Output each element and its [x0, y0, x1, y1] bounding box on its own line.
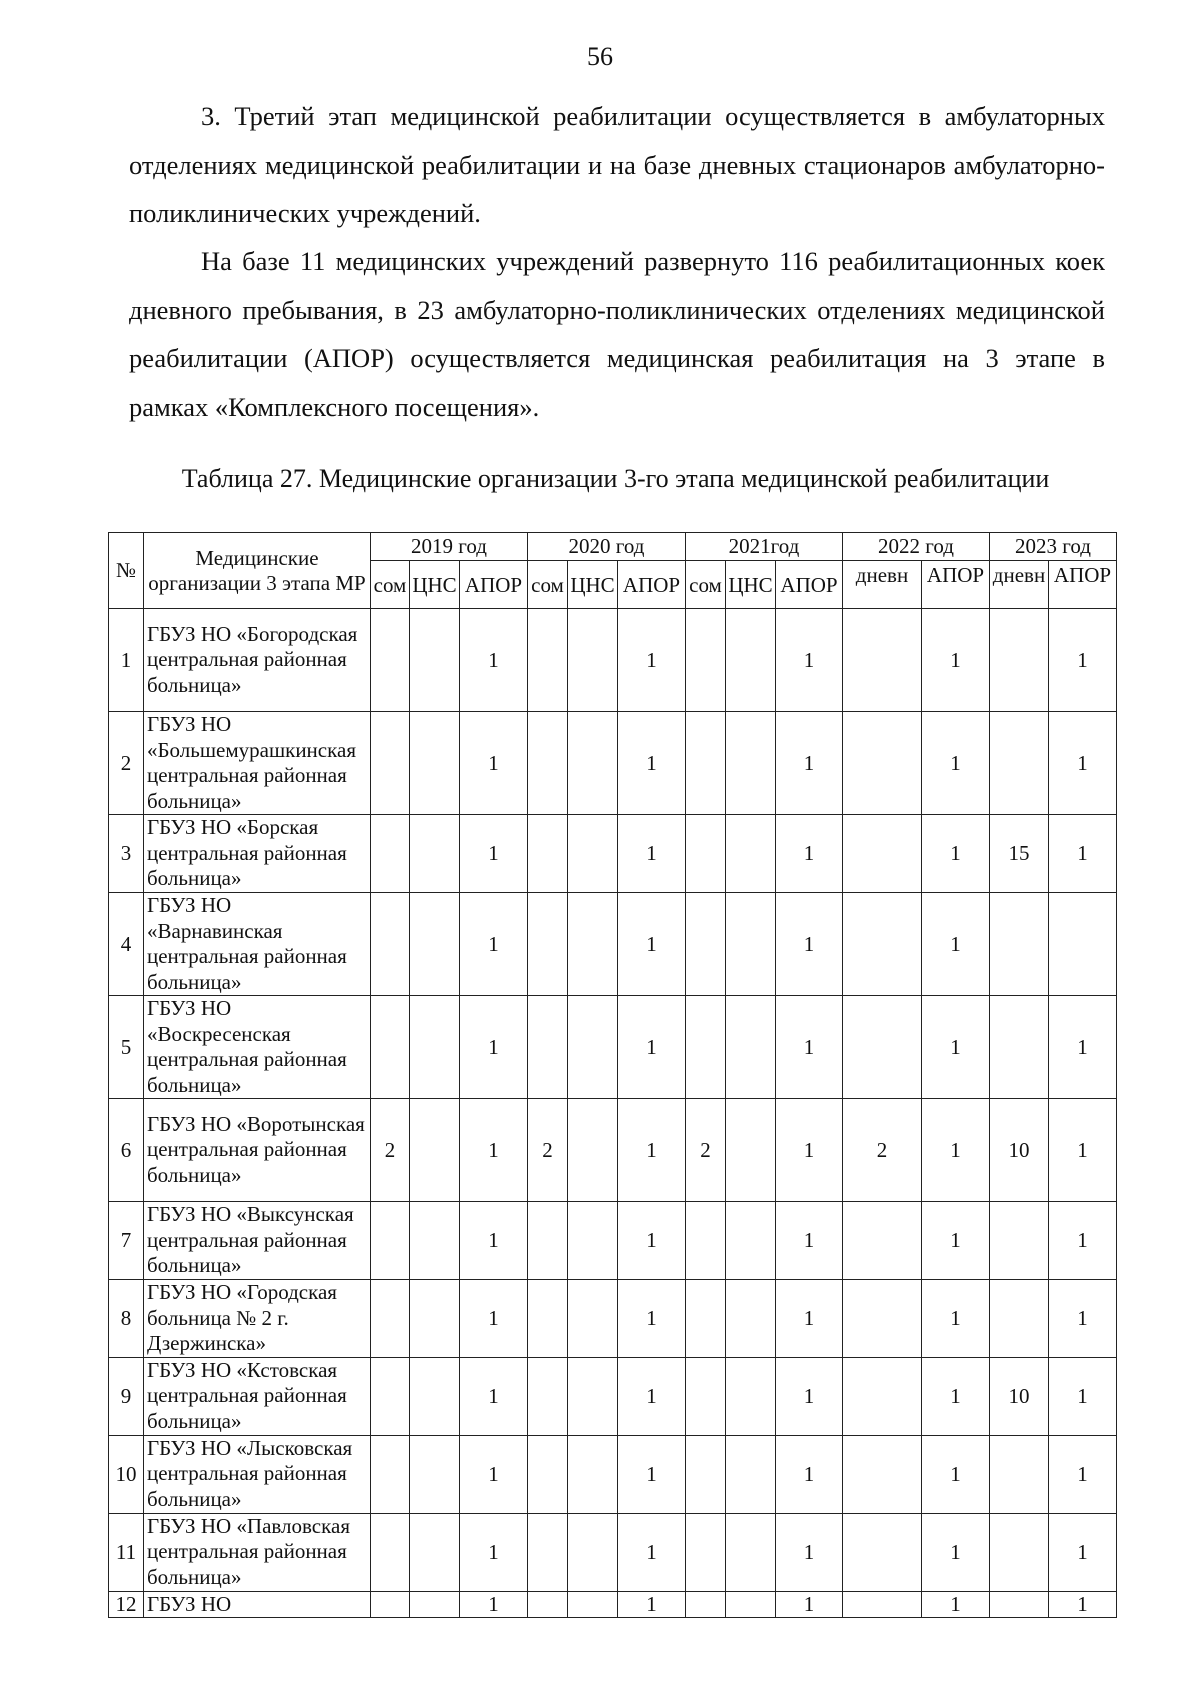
row-cell	[686, 609, 726, 712]
header-2022-dnevn: дневн	[843, 561, 922, 609]
row-cell: 1	[460, 1099, 528, 1202]
row-cell	[568, 1357, 618, 1435]
row-cell	[528, 1280, 568, 1358]
header-2021-cns: ЦНС	[726, 561, 776, 609]
row-cell	[686, 996, 726, 1099]
row-organization: ГБУЗ НО «Большемурашкинская центральная районная больница»	[144, 712, 371, 815]
row-cell	[568, 1435, 618, 1513]
row-cell	[726, 996, 776, 1099]
row-cell	[371, 996, 410, 1099]
row-cell	[528, 1513, 568, 1591]
row-organization: ГБУЗ НО	[144, 1591, 371, 1618]
row-cell	[371, 815, 410, 893]
row-cell	[726, 1202, 776, 1280]
header-2023-apor: АПОР	[1049, 561, 1117, 609]
row-cell	[990, 1435, 1049, 1513]
row-number: 8	[109, 1280, 144, 1358]
row-number: 4	[109, 893, 144, 996]
row-number: 7	[109, 1202, 144, 1280]
row-cell: 10	[990, 1357, 1049, 1435]
row-cell: 1	[776, 1280, 843, 1358]
header-2023-dnevn: дневн	[990, 561, 1049, 609]
header-year-2022: 2022 год	[843, 533, 990, 561]
row-cell	[371, 609, 410, 712]
row-cell	[410, 1591, 460, 1618]
table-row	[109, 1280, 1117, 1358]
row-cell	[528, 712, 568, 815]
row-cell	[568, 1591, 618, 1618]
row-cell	[528, 1435, 568, 1513]
row-cell: 1	[922, 1202, 990, 1280]
row-cell: 1	[922, 996, 990, 1099]
row-cell	[843, 1357, 922, 1435]
row-cell: 1	[922, 609, 990, 712]
table-row	[109, 712, 1117, 815]
row-cell	[686, 1202, 726, 1280]
row-cell	[410, 1357, 460, 1435]
row-organization: ГБУЗ НО «Воскресенская центральная районная больница»	[144, 996, 371, 1099]
row-cell	[990, 996, 1049, 1099]
row-organization: ГБУЗ НО «Выксунская центральная районная больница»	[144, 1202, 371, 1280]
row-cell	[990, 1280, 1049, 1358]
row-number: 5	[109, 996, 144, 1099]
row-cell: 1	[1049, 1513, 1117, 1591]
row-number: 3	[109, 815, 144, 893]
row-cell: 1	[1049, 996, 1117, 1099]
header-2020-apor: АПОР	[618, 561, 686, 609]
row-cell: 1	[618, 1202, 686, 1280]
table-row	[109, 1435, 1117, 1513]
row-cell: 1	[1049, 1591, 1117, 1618]
row-organization: ГБУЗ НО «Лысковская центральная районная больница»	[144, 1435, 371, 1513]
row-cell	[726, 1513, 776, 1591]
row-cell: 1	[922, 1280, 990, 1358]
row-number: 1	[109, 609, 144, 712]
row-cell: 1	[618, 996, 686, 1099]
row-cell: 1	[1049, 1202, 1117, 1280]
row-cell: 1	[776, 996, 843, 1099]
row-cell: 2	[528, 1099, 568, 1202]
row-organization: ГБУЗ НО «Павловская центральная районная больница»	[144, 1513, 371, 1591]
row-cell	[843, 712, 922, 815]
row-cell: 1	[776, 609, 843, 712]
table-row	[109, 609, 1117, 712]
row-cell	[843, 1591, 922, 1618]
row-cell	[726, 1280, 776, 1358]
row-cell: 1	[922, 1357, 990, 1435]
row-cell	[528, 893, 568, 996]
row-cell: 1	[922, 1513, 990, 1591]
row-cell	[686, 815, 726, 893]
table-row	[109, 1357, 1117, 1435]
row-cell	[410, 712, 460, 815]
row-cell: 1	[618, 712, 686, 815]
row-cell	[568, 1280, 618, 1358]
row-cell	[726, 1591, 776, 1618]
row-cell	[528, 815, 568, 893]
row-cell: 2	[843, 1099, 922, 1202]
row-cell: 1	[1049, 1099, 1117, 1202]
table-row	[109, 996, 1117, 1099]
row-number: 6	[109, 1099, 144, 1202]
row-cell: 1	[1049, 712, 1117, 815]
row-cell	[568, 996, 618, 1099]
header-year-2020: 2020 год	[528, 533, 686, 561]
paragraph-day-beds: На базе 11 медицинских учреждений развернуто 116 реабилитационных коек дневного пребывания, в 23 амбулаторно-поликлинических отделениях медицинской реабилитации (АПОР) осуществляется медицинская реабилитация на 3 этапе в рамках «Комплексного посещения».	[129, 246, 1105, 422]
row-cell	[726, 712, 776, 815]
header-2019-som: сом	[371, 561, 410, 609]
row-cell	[410, 893, 460, 996]
row-cell: 1	[460, 1591, 528, 1618]
row-cell: 1	[776, 1202, 843, 1280]
page-number: 56	[587, 42, 613, 71]
row-cell: 1	[460, 1357, 528, 1435]
row-organization: ГБУЗ НО «Борская центральная районная больница»	[144, 815, 371, 893]
row-cell: 1	[776, 1435, 843, 1513]
row-cell: 1	[922, 1435, 990, 1513]
row-cell	[726, 893, 776, 996]
row-cell	[843, 609, 922, 712]
row-cell	[843, 1513, 922, 1591]
row-cell: 10	[990, 1099, 1049, 1202]
row-cell: 1	[618, 893, 686, 996]
row-organization: ГБУЗ НО «Кстовская центральная районная больница»	[144, 1357, 371, 1435]
row-cell	[843, 815, 922, 893]
row-cell: 1	[776, 712, 843, 815]
row-cell: 1	[618, 1099, 686, 1202]
row-cell	[726, 1435, 776, 1513]
table-row	[109, 815, 1117, 893]
row-cell	[990, 712, 1049, 815]
row-cell	[726, 1099, 776, 1202]
row-cell	[528, 1357, 568, 1435]
row-cell	[990, 1202, 1049, 1280]
row-cell: 1	[922, 712, 990, 815]
row-cell	[686, 1435, 726, 1513]
row-cell	[990, 1591, 1049, 1618]
row-cell	[410, 1202, 460, 1280]
row-cell	[568, 1099, 618, 1202]
row-cell	[410, 1099, 460, 1202]
row-cell: 1	[922, 893, 990, 996]
row-cell	[568, 609, 618, 712]
header-2019-apor: АПОР	[460, 561, 528, 609]
row-cell	[410, 1280, 460, 1358]
row-organization: ГБУЗ НО «Варнавинская центральная районная больница»	[144, 893, 371, 996]
row-cell	[568, 815, 618, 893]
row-cell: 15	[990, 815, 1049, 893]
row-cell: 1	[618, 1280, 686, 1358]
row-organization: ГБУЗ НО «Воротынская центральная районная больница»	[144, 1099, 371, 1202]
row-cell: 1	[776, 1099, 843, 1202]
row-cell	[371, 1357, 410, 1435]
row-cell: 1	[922, 1099, 990, 1202]
header-organization: Медицинские организации 3 этапа МР	[144, 533, 371, 609]
header-2019-cns: ЦНС	[410, 561, 460, 609]
row-cell: 1	[460, 609, 528, 712]
header-2021-som: сом	[686, 561, 726, 609]
row-cell: 1	[1049, 815, 1117, 893]
row-number: 12	[109, 1591, 144, 1618]
row-cell	[686, 1591, 726, 1618]
row-cell	[686, 712, 726, 815]
row-cell	[686, 1280, 726, 1358]
row-number: 11	[109, 1513, 144, 1591]
row-cell	[990, 893, 1049, 996]
row-cell: 1	[460, 1513, 528, 1591]
row-number: 10	[109, 1435, 144, 1513]
row-cell: 1	[1049, 1280, 1117, 1358]
row-cell: 1	[618, 815, 686, 893]
row-cell: 1	[618, 1435, 686, 1513]
row-cell	[726, 815, 776, 893]
row-cell: 1	[460, 712, 528, 815]
row-cell	[371, 893, 410, 996]
row-cell	[843, 893, 922, 996]
row-number: 9	[109, 1357, 144, 1435]
header-year-2021: 2021год	[686, 533, 843, 561]
table-row	[109, 1513, 1117, 1591]
row-cell	[410, 609, 460, 712]
row-cell	[990, 609, 1049, 712]
header-number: №	[109, 533, 144, 609]
row-cell: 1	[776, 893, 843, 996]
row-organization: ГБУЗ НО «Богородская центральная районная больница»	[144, 609, 371, 712]
table-row	[109, 893, 1117, 996]
row-cell: 1	[776, 1591, 843, 1618]
row-cell: 2	[686, 1099, 726, 1202]
row-cell	[528, 1202, 568, 1280]
row-cell	[410, 815, 460, 893]
row-cell	[843, 1280, 922, 1358]
row-cell	[371, 1435, 410, 1513]
row-cell	[528, 996, 568, 1099]
row-cell	[528, 609, 568, 712]
row-cell	[843, 996, 922, 1099]
header-2021-apor: АПОР	[776, 561, 843, 609]
row-cell: 1	[460, 815, 528, 893]
row-cell: 1	[618, 609, 686, 712]
row-cell: 1	[1049, 609, 1117, 712]
row-cell: 1	[460, 1280, 528, 1358]
row-cell	[568, 712, 618, 815]
header-2020-som: сом	[528, 561, 568, 609]
row-cell: 1	[460, 996, 528, 1099]
row-cell	[686, 1357, 726, 1435]
row-cell	[726, 1357, 776, 1435]
row-cell	[371, 1280, 410, 1358]
row-cell	[528, 1591, 568, 1618]
row-cell: 1	[776, 815, 843, 893]
header-year-2019: 2019 год	[371, 533, 528, 561]
table-row	[109, 1202, 1117, 1280]
row-cell	[843, 1435, 922, 1513]
row-cell	[371, 1202, 410, 1280]
row-cell	[568, 1202, 618, 1280]
row-cell	[686, 893, 726, 996]
row-cell	[686, 1513, 726, 1591]
rehab-organizations-table	[108, 532, 1117, 1618]
row-cell	[990, 1513, 1049, 1591]
header-2020-cns: ЦНС	[568, 561, 618, 609]
row-cell: 1	[1049, 1357, 1117, 1435]
row-cell: 1	[618, 1357, 686, 1435]
row-cell	[568, 893, 618, 996]
header-year-2023: 2023 год	[990, 533, 1117, 561]
row-cell	[371, 1591, 410, 1618]
row-cell	[371, 1513, 410, 1591]
row-cell	[371, 712, 410, 815]
row-organization: ГБУЗ НО «Городская больница № 2 г. Дзержинска»	[144, 1280, 371, 1358]
row-cell	[726, 609, 776, 712]
row-cell: 1	[776, 1357, 843, 1435]
row-cell: 2	[371, 1099, 410, 1202]
table-caption: Таблица 27. Медицинские организации 3-го этапа медицинской реабилитации	[181, 464, 1050, 493]
row-cell	[843, 1202, 922, 1280]
table-row	[109, 1591, 1117, 1618]
row-number: 2	[109, 712, 144, 815]
row-cell: 1	[460, 1202, 528, 1280]
row-cell: 1	[460, 893, 528, 996]
row-cell: 1	[618, 1591, 686, 1618]
row-cell	[568, 1513, 618, 1591]
row-cell	[410, 1513, 460, 1591]
row-cell: 1	[922, 1591, 990, 1618]
row-cell: 1	[460, 1435, 528, 1513]
paragraph-stage-3: 3. Третий этап медицинской реабилитации осуществляется в амбулаторных отделениях медицинской реабилитации и на базе дневных стационаров амбулаторно-поликлинических учреждений.	[129, 101, 1105, 228]
row-cell: 1	[1049, 1435, 1117, 1513]
row-cell	[410, 996, 460, 1099]
row-cell: 1	[922, 815, 990, 893]
table-row	[109, 1099, 1117, 1202]
table-body	[109, 609, 1117, 1618]
header-2022-apor: АПОР	[922, 561, 990, 609]
row-cell	[1049, 893, 1117, 996]
row-cell: 1	[776, 1513, 843, 1591]
row-cell	[410, 1435, 460, 1513]
row-cell: 1	[618, 1513, 686, 1591]
